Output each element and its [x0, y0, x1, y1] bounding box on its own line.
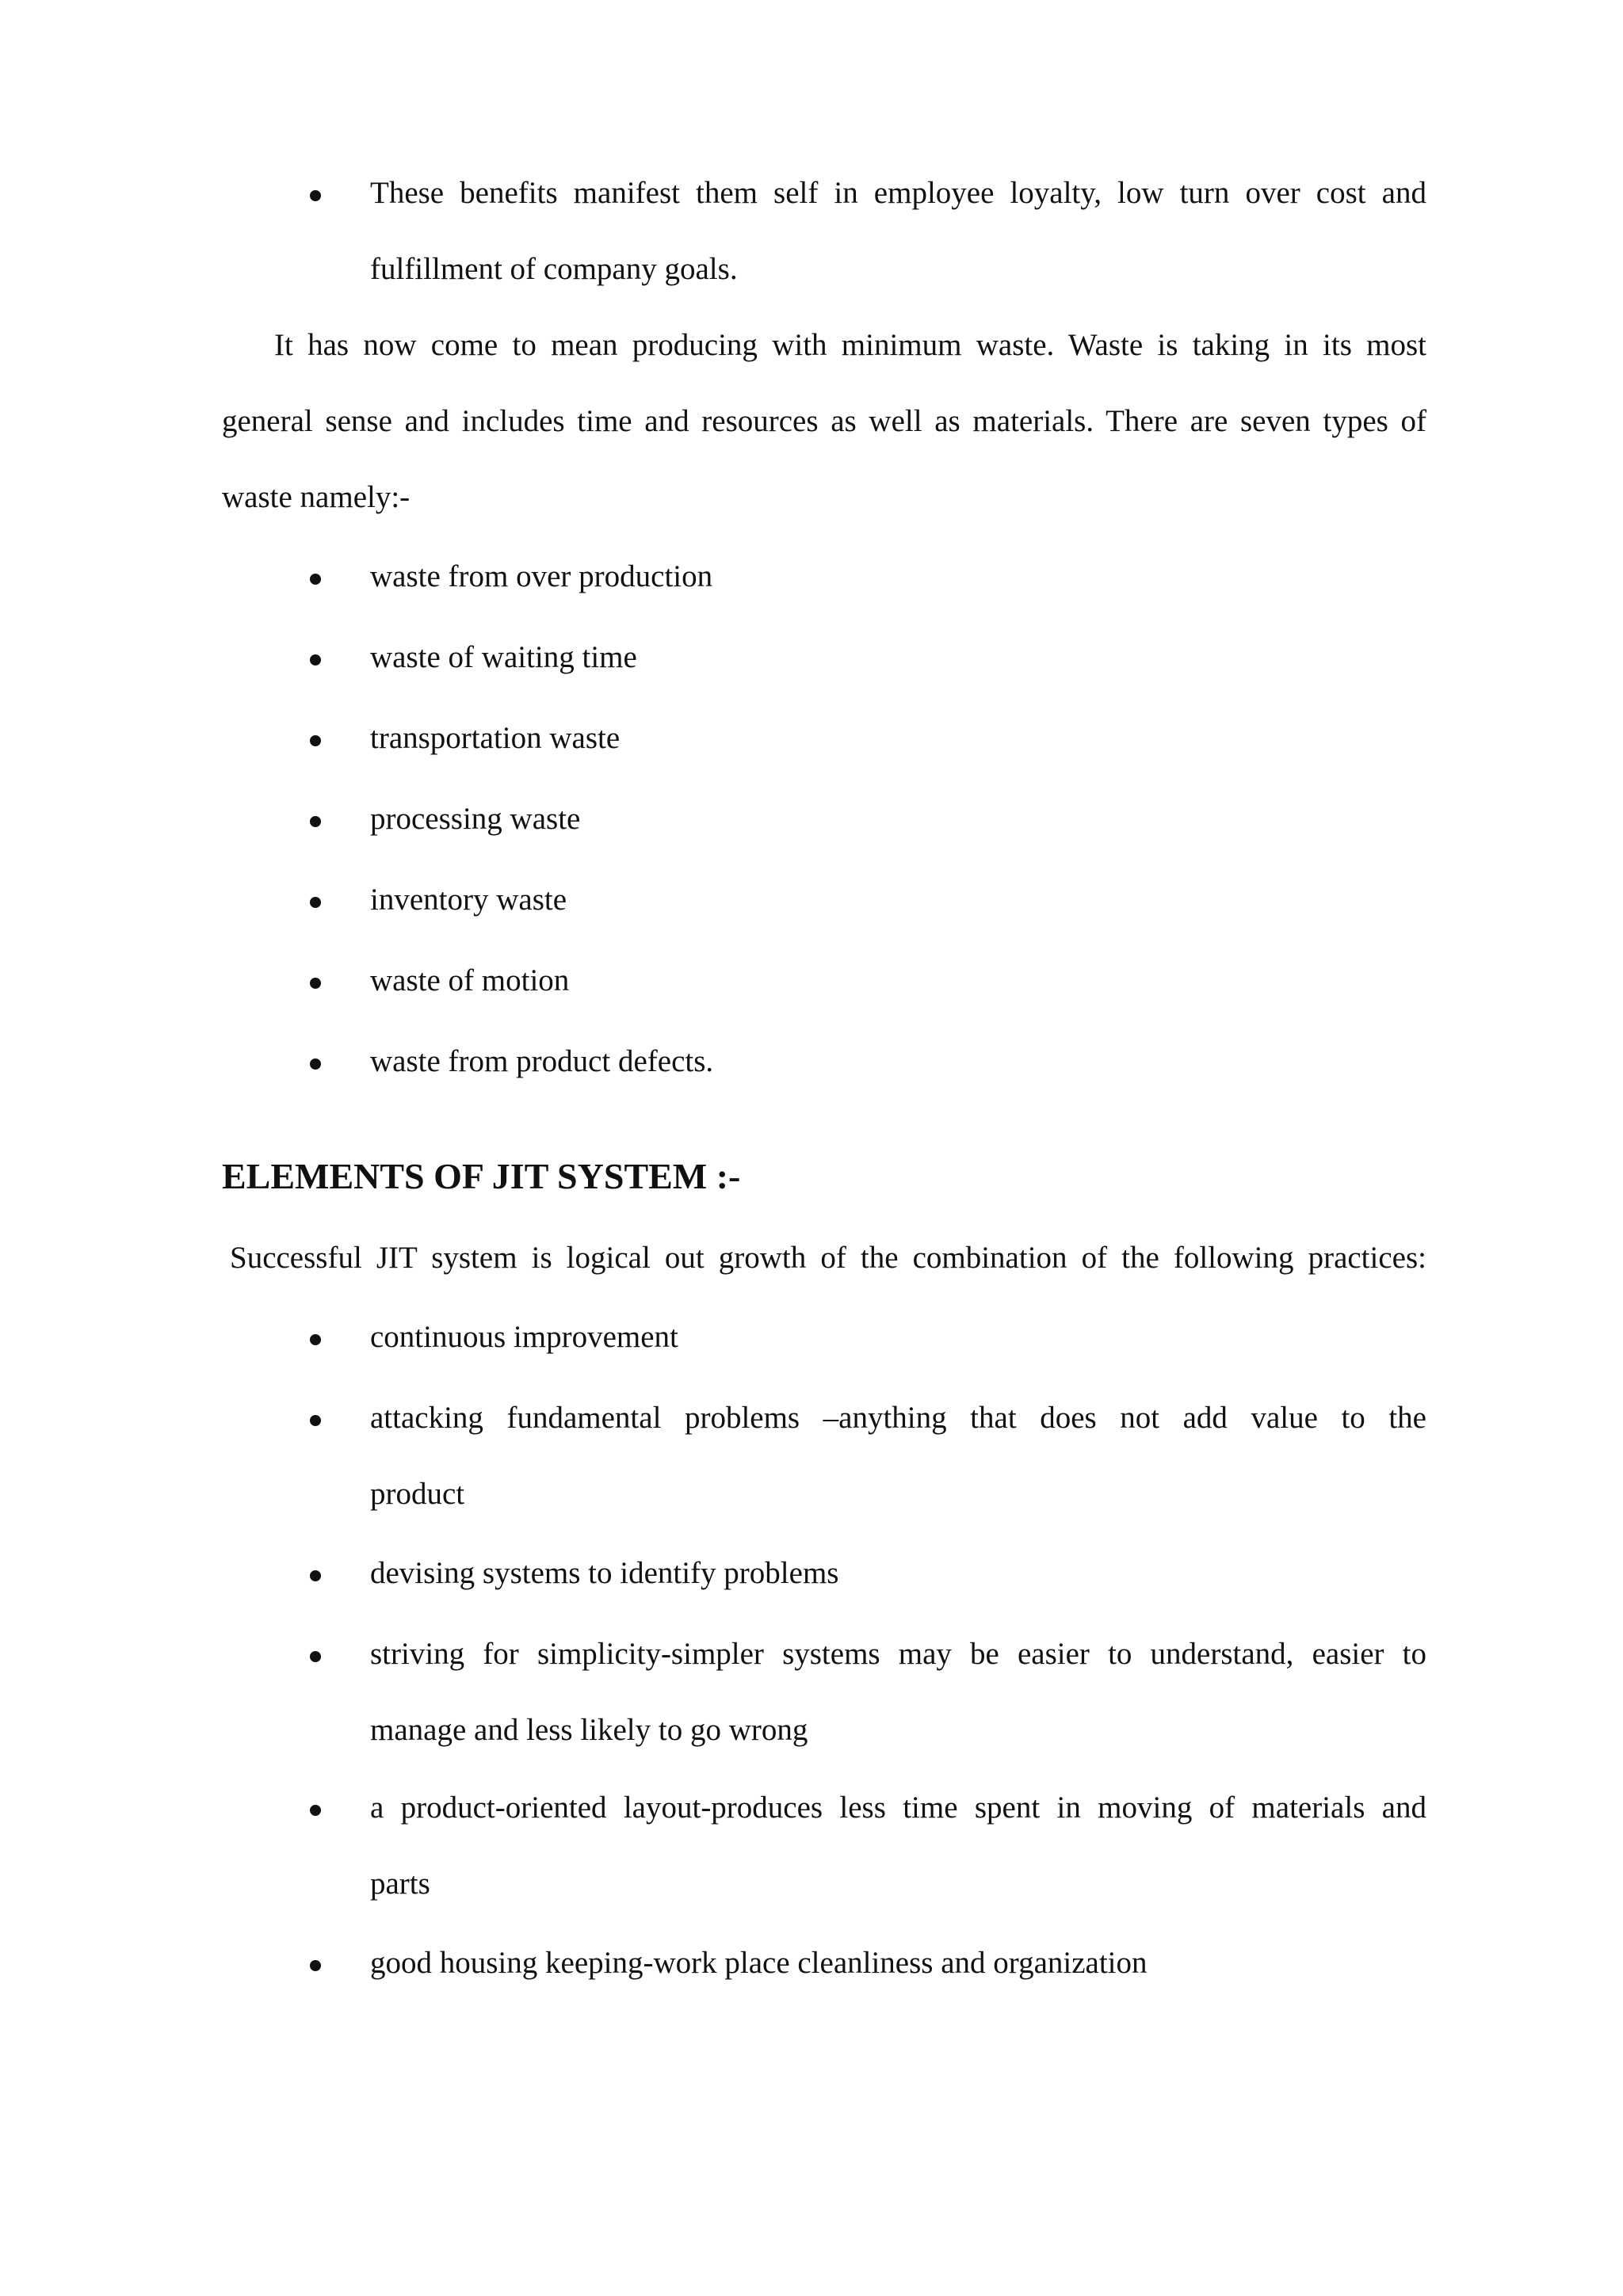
waste-list-item-text: waste from over production	[370, 559, 713, 593]
section-intro: Successful JIT system is logical out growth of the combination of the following practices:	[230, 1241, 1426, 1275]
practice-text-line2: product	[370, 1477, 465, 1511]
waste-list-item-text: inventory waste	[370, 883, 567, 917]
practice-text-line1: striving for simplicity-simpler systems may be easier to understand, easier to	[370, 1637, 1426, 1671]
waste-list-item-text: waste of waiting time	[370, 640, 637, 674]
practice-text-line1: continuous improvement	[370, 1320, 678, 1354]
practice-text-line1: a product-oriented layout-produces less time spent in moving of materials and	[370, 1791, 1426, 1825]
paragraph-line-2: general sense and includes time and resources as well as materials. There are seven types of	[222, 404, 1426, 438]
bullet-icon	[310, 1805, 321, 1816]
bullet-icon	[310, 735, 321, 746]
bullet-icon	[310, 816, 321, 827]
practice-text-line2: manage and less likely to go wrong	[370, 1713, 808, 1747]
practice-text-line2: parts	[370, 1867, 430, 1901]
list-item-text-line1: These benefits manifest them self in employee loyalty, low turn over cost and	[370, 176, 1426, 210]
bullet-icon	[310, 897, 321, 908]
bullet-icon	[310, 1960, 321, 1971]
practice-text-line1: attacking fundamental problems –anything that does not add value to the	[370, 1401, 1426, 1435]
paragraph-line-3: waste namely:-	[222, 480, 411, 514]
bullet-icon	[310, 1334, 321, 1345]
paragraph-line-1: It has now come to mean producing with minimum waste. Waste is taking in its most	[274, 328, 1426, 362]
bullet-icon	[310, 574, 321, 585]
list-item-text-line2: fulfillment of company goals.	[370, 252, 738, 286]
waste-list-item-text: waste from product defects.	[370, 1044, 714, 1078]
bullet-icon	[310, 1058, 321, 1070]
bullet-icon	[310, 978, 321, 989]
section-heading: ELEMENTS OF JIT SYSTEM :-	[222, 1156, 741, 1196]
practice-text-line1: devising systems to identify problems	[370, 1556, 839, 1590]
bullet-icon	[310, 190, 321, 201]
practice-text-line1: good housing keeping-work place cleanliness and organization	[370, 1946, 1148, 1980]
waste-list-item-text: transportation waste	[370, 721, 621, 755]
bullet-icon	[310, 1570, 321, 1581]
bullet-icon	[310, 654, 321, 666]
waste-list-item-text: processing waste	[370, 802, 581, 836]
waste-list-item-text: waste of motion	[370, 963, 570, 997]
bullet-icon	[310, 1651, 321, 1662]
bullet-icon	[310, 1415, 321, 1426]
